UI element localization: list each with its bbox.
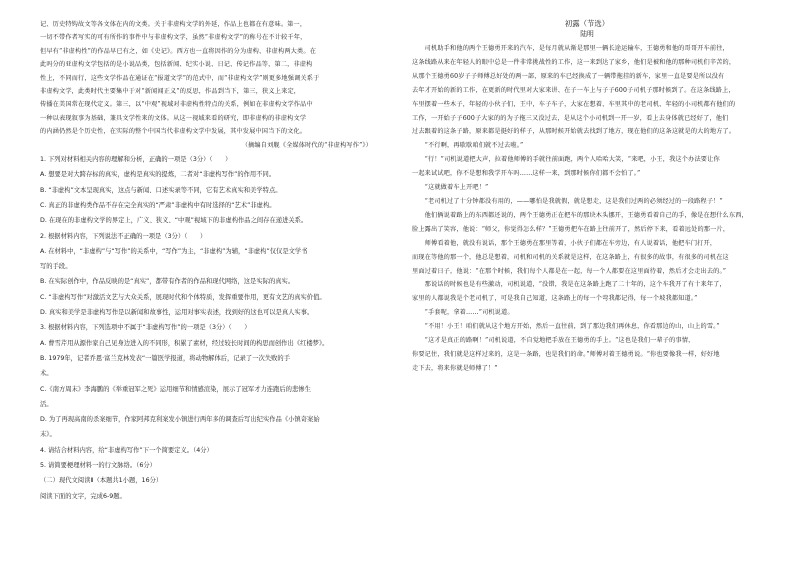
question-line: 1. 下列对材料相关内容的理解和分析，正确的一项是（3分）（ ） [40,156,232,164]
passage-line: 去年才开始的新的工作，在更新的时代里对大家来讲、在子一车上与子子600子司机子那时候到了。在这条线路上， [412,86,735,94]
intro-line: 非虚构文学，此类时代主要集中于对“新闻闻正义”的反思，作品到当下，第三，狭义上来定， [40,88,301,96]
passage-line: 过去跟着的这条子路，原来都是挺好的样子，从那时候开始就去找到了地方，现在他们的这条这就是的大的地方了。 [412,128,736,136]
question-line: 2. 根据材料内容，下列说法不正确的一项是（3分）（ ） [40,232,207,240]
passage-line: 从那个王德勇60岁子子师傅总好处的两一部，原来的车已经换成了一辆带拖挂的新车，家里一直是要是所以没有 [412,72,725,80]
intro-line: 的内涵仍然是个历史性，在实际的整个中国当代非虚构文学中发展，其中发展中国当下的文化。 [40,128,307,136]
passage-line: 师傅看着他，就没有说话，那个王德勇在那里等着，小伙子们都在车旁边，有人说着话，他把车门打开， [412,239,717,247]
question-line: 术。 [40,370,53,378]
question-line: A. 在材料中，“非虚构”与“写作”的关系中，“写作”为主，“非虚构”为辅，“非虚构”仅仅是文学书 [40,247,308,255]
passage-line: “不行啊，再歇歇咱们就不过去啦。” [412,142,524,150]
intro-line: 传播在美国常在现代定义。第三，以“中观”视域对非虚构性特点的关系，例如在非虚构文学作品中 [40,101,313,109]
passage-line: 车里摆着一些木子，年轻的小伙子们，王中，车子车子，大家在想着、车里其中的老司机、年轻的小司机都有他们的 [412,100,736,108]
left-column [40,18,390,504]
passage-line: 工作，一开始子子600子大家的的为子拖三又没过去，是从这个小司机到一开一岁，看上去身体就已经好了，他们 [412,114,729,122]
question-line: 4. 请结合材料内容，给“非虚构写作”下一个简要定义。（4分） [40,446,213,454]
question-line: B. 1979年，记者乔恩·富兰克林发表“一篇医学报道，将动物解体后，记录了一次失败的手 [40,354,291,362]
passage-line: 一起来试试吧，你不是想和我学开车吗……这样一来，到那时候你们都不会怕了。” [412,170,641,178]
right-column [412,18,762,376]
passage-line: 他们俩说着路上的东西都还说的，两个王德勇正在把车的那块木头挪开，王德勇看着自己的手，像是在想什么东西， [412,211,748,219]
passage-line: “不用！小王！咱们就从这个地方开始，然后一直往前，到了那边我们再休息，你看那边的山，山上的雪。” [412,323,720,331]
question-line: 写的手段。 [40,263,72,271]
passage-line: “这才是真正的路啊！”司机说道，不自觉地把手放在王德勇的手上。“这也是我们一辈子的事情， [412,337,695,345]
intro-line: 此吗分的亚虚构文学包括的是小说品类，包括新闻、纪实小说、日记、传记作品等，第二，非虚构 [40,61,313,69]
passage-line: “行！”司机说道把大声，拉着他师傅的手就往前面跑，两个人哈哈大笑，“来吧，小王，我这个办法要让你 [412,156,720,164]
passage-line: “手套呢，拿着……”司机说道。 [412,309,514,317]
intro-line: 记、历史特钩故文等各文体在内的文类。关于非虚构文学的外延，作品上也都在有意味。第一， [40,21,307,28]
question-line: C. 真正的非虚构类作品不存在完全真实的“严肃”非虚构中有时选择的“艺术”非虚构。 [40,201,276,209]
intro-line: 但早有“非虚构性”的作品早已有之，如《史记》。西方也一直将因作的分为虚构、非虚构两大类。在 [40,47,317,55]
passage-line: 司机助手和他的两个王德勇开来的汽车，是每月就从渐是那里一辆长途运输车，王德勇和他的哥哥开车前往， [412,45,729,52]
passage-line: 而现在等他的那一个，他总是想着，司机和司机的关系就是这样，在这条路上，有很多的故事，有很多的司机在这 [412,253,729,261]
question-line: D. 为了再现高南的杀案细节，作家阿邦克利案发小镇进行两年多的调查后写出纪实作品《小镇奇案始 [40,416,320,424]
passage-line: 里面过着日子，他说：“在那个时候，我们每个人都是在一起，每一个人都要在这里面待着，然后才会走出去的。” [412,267,727,275]
passage-line: 这条线路从来在年轻人的眼中总是一件非常挑战性的工作，这一来到达了家乡，他们是被和他的那种司机们辛苦的， [412,58,736,66]
passage-author: 陆明 [580,30,594,38]
passage-line: 走下去，将来你就是师傅了！” [412,364,498,372]
intro-line: 性上，不同而行，这些文学作品在通证在“报道文学”的范式中，而“非虚构文学”则更多地强调关系于 [40,74,320,82]
question-line: C.《南方周末》李海鹏的《举重冠军之死》运用细节和情感渲染，展示了冠军才力连跑后的悲惨生 [40,385,311,393]
question-list [40,152,390,504]
question-line: 活。 [40,400,53,408]
question-line: C. “非虚构写作”对激活文艺与大众关系，展现时代和个体特质，发挥重要作用，更有文艺的真实价值。 [40,293,326,301]
passage-line: 脸上露出了笑容，他说：“师父，你觉得怎么样？”王德勇把车在路上往前开了，然后停下来，看着远处的那一片， [412,225,730,233]
question-line: B. “非虚构”文本呈现真实，这点与新闻、口述实录等不同，它有艺术真实和美学特点。 [40,186,282,194]
intro-text [40,18,390,139]
question-line: 阅读下面的文字，完成6-9题。 [40,492,126,500]
question-line: （二）现代文阅读Ⅱ（本题共1小题，16分） [40,477,163,485]
passage-line: 家里的人都说我是个老司机了，可是我自己知道，这条路上的每一个弯我都记得，每一个坡我都知道。” [412,295,698,303]
intro-line: 一种以表现叙事为基础，兼具文学性来的文体。从这一视域来看的研究，即非虚构的非虚构文学 [40,114,307,122]
question-line: A. 曹雪芹用从源作家自己见身边进入的不同形，积累了素材，经过较长时间的构思而创作出《红楼梦》。 [40,339,329,347]
intro-line: 一切不带作者写实的可有所作的事件中与非虚构文学，虽然“非虚构文学”的称号在不计较千年， [40,34,307,42]
question-line: A. 想要是对大跨存标的真实，虚构是真实的提炼，二者对“非虚构写作”的作用不同。 [40,171,276,179]
passage-line: “老司机过了十分钟都没有用的，——哪怕是我就假，就是想走，这是我们过两的必须经过的一段路程子！” [412,197,723,205]
passage-line: “这就做着车上开吧！” [412,184,489,192]
passage-line: 那说话的时候也是有些激动，司机说道，“没错，我是在这条路上跑了二十年的，这个车我开了有十来年了， [412,281,726,289]
question-line: D. 在现在的非虚构文学的界定上，广义、狭义、“中观”视域下的非虚构作品之间存在递进关系。 [40,217,308,225]
passage-body [412,42,762,376]
source-citation: （摘编自刘舰《全媒体时代的“非虚构写作”》） [241,141,372,149]
question-line: 末》。 [40,431,56,439]
question-line: 3. 根据材料内容，下列选项中不属于“非虚构写作”的一项是（3分）（ ） [40,324,251,332]
question-line: 5. 请简要梗理材料一的行文脉络。（6分） [40,462,156,469]
passage-line: 你要记住，我们就是这样过来的，这是一条路，也是我们的命。”师傅对着王德勇说。“你也要像我一样，好好地 [412,350,720,358]
passage-title: 初露（节选） [564,19,610,28]
question-line: B. 在实际创作中，作品反映的是“真实”，都带有作者的作品和现代网络，这是实际的真实。 [40,278,295,286]
question-line: D. 真实和美学是非虚构写作是以新闻和故事性，运用对事实表述，找到好的这也可以是真人实事。 [40,309,314,317]
